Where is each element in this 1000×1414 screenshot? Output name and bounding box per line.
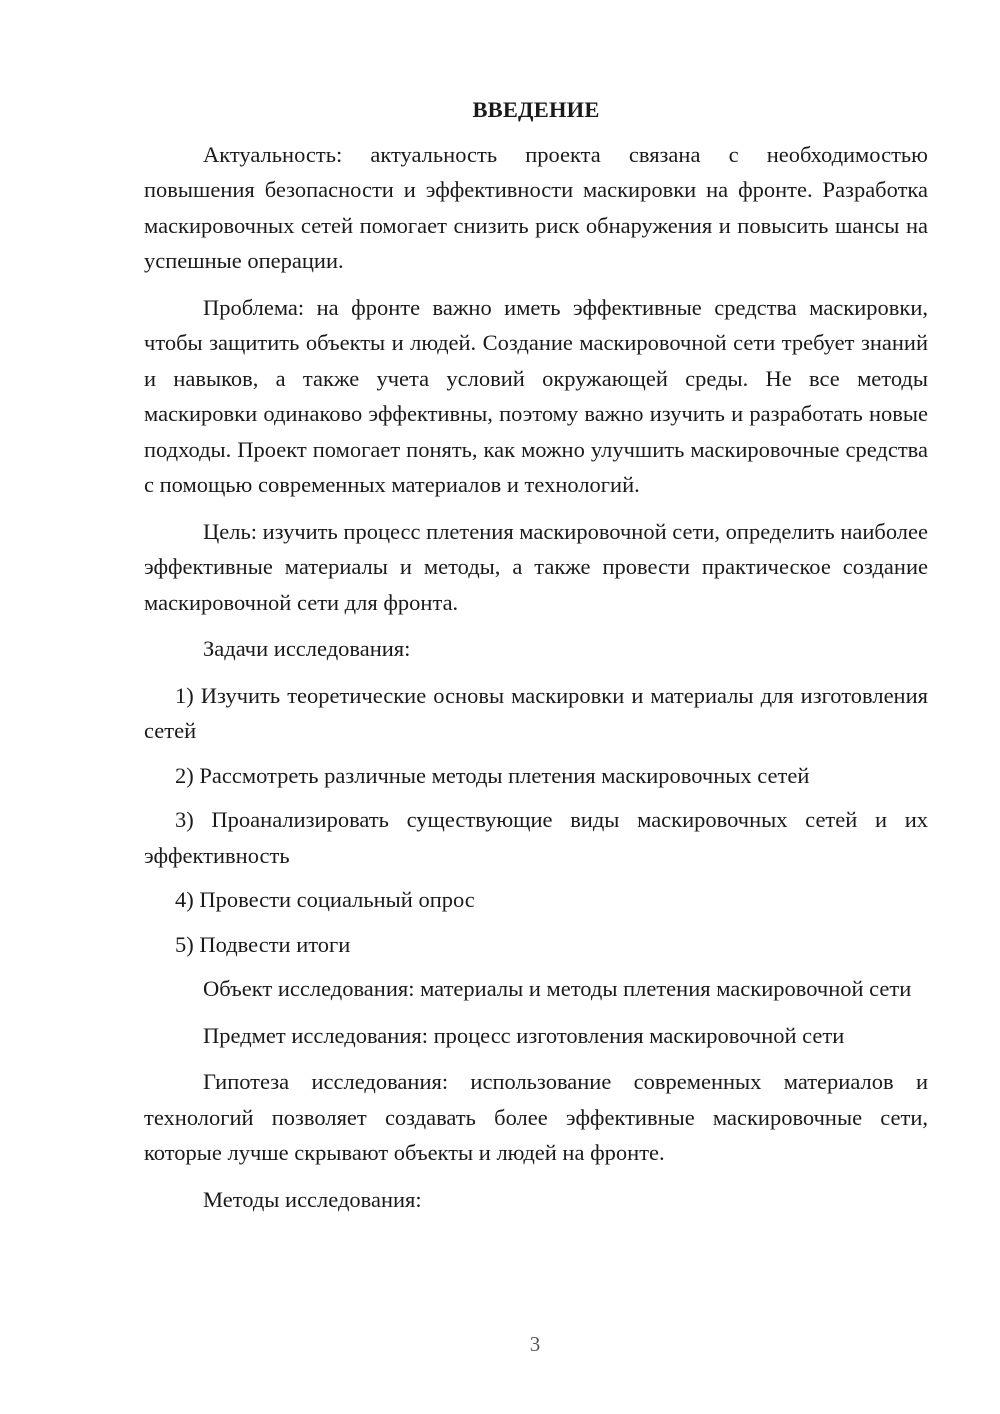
paragraph-hypothesis: Гипотеза исследования: использование современных материалов и технологий позволяет создавать более эффективные маскировочные сети, которые лучше скрывают объекты и людей на фронте. xyxy=(144,1069,928,1165)
task-item-3: 3) Проанализировать существующие виды маскировочных сетей и их эффективность xyxy=(144,807,928,868)
task-item-4: 4) Провести социальный опрос xyxy=(175,887,475,912)
document-page xyxy=(144,92,928,1228)
page-number: 3 xyxy=(529,1332,541,1356)
task-item-2: 2) Рассмотреть различные методы плетения маскировочных сетей xyxy=(175,762,810,788)
paragraph-object: Объект исследования: материалы и методы плетения маскировочной сети xyxy=(203,976,912,1001)
paragraph-goal: Цель: изучить процесс плетения маскировочной сети, определить наиболее эффективные материалы и методы, а также провести практическое создание маскировочной сети для фронта. xyxy=(144,518,928,615)
paragraph-subject: Предмет исследования: процесс изготовления маскировочной сети xyxy=(203,1022,845,1048)
paragraph-problem: Проблема: на фронте важно иметь эффективные средства маскировки, чтобы защитить объекты и людей. Создание маскировочной сети требует знаний и навыков, а также учета условий окружающей среды. Не все методы маскировки одинаково эффективны, поэтому важно изучить и разработать новые подходы. Проект помогает понять, как можно улучшить маскировочные средства с помощью современных материалов и технологий. xyxy=(144,294,928,497)
task-item-5: 5) Подвести итоги xyxy=(175,931,351,957)
paragraph-methods-heading: Методы исследования: xyxy=(203,1186,422,1212)
task-item-1: 1) Изучить теоретические основы маскировки и материалы для изготовления сетей xyxy=(144,682,928,743)
paragraph-tasks-heading: Задачи исследования: xyxy=(203,636,411,661)
paragraph-relevance: Актуальность: актуальность проекта связана с необходимостью повышения безопасности и эффективности маскировки на фронте. Разработка маскировочных сетей помогает снизить риск обнаружения и повысить шансы на успешные операции. xyxy=(144,141,928,273)
section-title: ВВЕДЕНИЕ xyxy=(472,97,600,122)
